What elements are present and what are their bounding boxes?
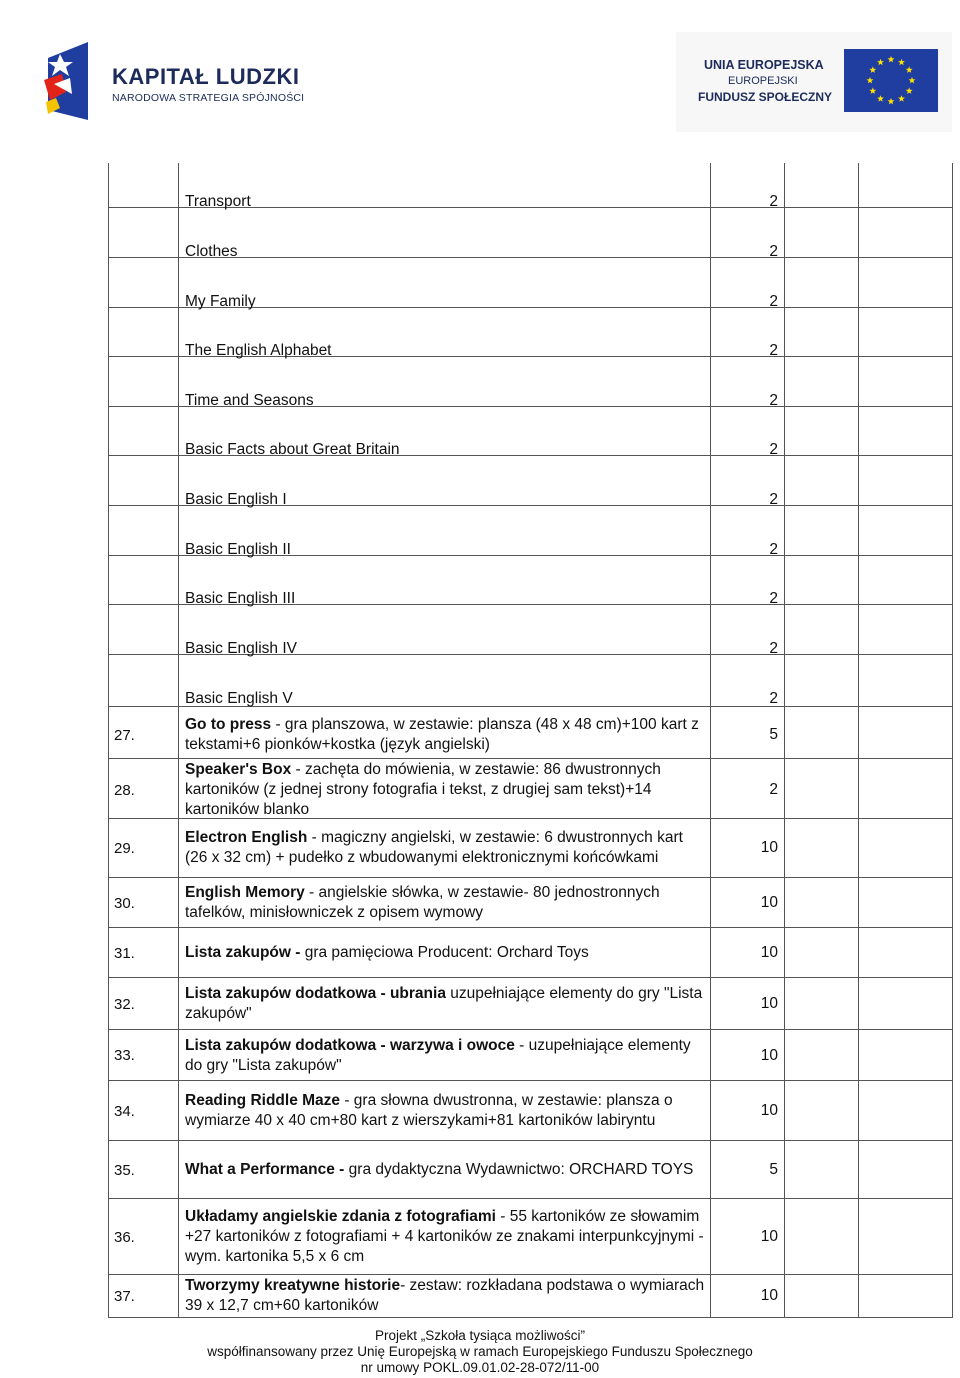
row-number [108, 684, 178, 714]
row-quantity: 2 [769, 590, 778, 607]
kapital-ludzki-subtitle: NARODOWA STRATEGIA SPÓJNOŚCI [112, 92, 305, 104]
row-description [185, 1200, 707, 1274]
table-row [108, 485, 952, 515]
row-product-name: Lista zakupów - [185, 944, 301, 961]
row-number [108, 435, 178, 465]
row-description-text: Basic Facts about Great Britain [185, 441, 400, 458]
row-product-name: Lista zakupów dodatkowa - warzywa i owoce [185, 1036, 515, 1054]
row-number [108, 237, 178, 267]
table-row [108, 1276, 952, 1316]
row-quantity: 2 [769, 243, 778, 260]
row-number [108, 634, 178, 664]
row-product-name: Electron English [185, 829, 308, 846]
row-product-name: Układamy angielskie zdania z fotografiami [185, 1208, 496, 1225]
row-description [185, 287, 707, 317]
table-row [108, 929, 952, 977]
row-product-name: Reading Riddle Maze [185, 1092, 341, 1109]
row-description-text: The English Alphabet [185, 342, 332, 359]
row-quantity: 2 [769, 293, 778, 310]
row-description-text: - gra słowna dwustronna, w zestawie: plansza o wymiarze 40 x 40 cm+80 kart z wierszykami+81 kartoników labiryntu [185, 1092, 673, 1129]
eu-star-icon [888, 56, 895, 63]
row-product-name: Tworzymy kreatywne historie [185, 1277, 401, 1294]
row-quantity: 2 [769, 491, 778, 508]
row-description-text: Clothes [185, 243, 238, 260]
row-description [185, 634, 707, 664]
table-column-divider [952, 163, 953, 1318]
table-row-divider [108, 877, 952, 878]
row-description-text: Basic English I [185, 491, 287, 508]
row-quantity: 2 [769, 781, 778, 798]
row-quantity: 10 [760, 995, 778, 1012]
row-description-text: Time and Seasons [185, 392, 314, 409]
table-row [108, 879, 952, 927]
row-description-text: Basic English III [185, 590, 296, 607]
row-description-text: - 55 kartoników ze słowamim +27 kartoników z fotografiami + 4 kartoników ze znakami interpunkcyjnymi - wym. kartonika 5,5 x 6 cm [185, 1208, 704, 1265]
eu-star-icon [867, 77, 874, 84]
table-row-divider [108, 758, 952, 759]
table-row [108, 187, 952, 217]
row-description [185, 237, 707, 267]
table-row-divider [108, 1198, 952, 1199]
eu-flag-icon [844, 49, 938, 112]
row-description-text: My Family [185, 293, 256, 310]
row-description-text: Basic English II [185, 541, 291, 558]
row-number [108, 336, 178, 366]
row-number [108, 485, 178, 515]
row-description [185, 684, 707, 714]
table-row [108, 287, 952, 317]
row-description-text: gra pamięciowa Producent: Orchard Toys [300, 944, 589, 961]
row-number [108, 287, 178, 317]
row-description-text: uzupełniające elementy do gry "Lista zakupów" [185, 985, 703, 1022]
eu-star-icon [869, 87, 876, 94]
eu-logo-line1: UNIA EUROPEJSKA [704, 58, 824, 72]
eu-logo [676, 32, 952, 132]
row-number: 29. [114, 839, 135, 857]
row-description [185, 879, 707, 927]
row-number [108, 386, 178, 416]
row-description-text: gra dydaktyczna Wydawnictwo: ORCHARD TOYS [344, 1161, 694, 1178]
eu-star-icon [898, 59, 905, 66]
row-description [185, 820, 707, 876]
row-description [185, 485, 707, 515]
row-quantity: 2 [769, 193, 778, 210]
row-number: 32. [114, 995, 135, 1013]
footer-cofinancing-line: współfinansowany przez Unię Europejską w ramach Europejskiego Funduszu Społecznego [207, 1344, 753, 1359]
table-row-divider [108, 1317, 952, 1318]
row-quantity: 5 [769, 726, 778, 743]
row-quantity: 10 [760, 894, 778, 911]
eu-star-icon [888, 98, 895, 105]
row-description [185, 187, 707, 217]
row-number: 34. [114, 1102, 135, 1120]
row-quantity: 5 [769, 1161, 778, 1178]
eu-star-icon [898, 95, 905, 102]
row-number: 35. [114, 1161, 135, 1179]
row-description-text: Basic English V [185, 690, 293, 707]
table-row-divider [108, 1029, 952, 1030]
kapital-ludzki-title: KAPITAŁ LUDZKI [112, 64, 300, 89]
row-description [185, 714, 707, 756]
row-number: 31. [114, 944, 135, 962]
row-description [185, 979, 707, 1029]
row-description-text: - angielskie słówka, w zestawie- 80 jednostronnych tafelków, minisłowniczek z opisem wymowy [185, 884, 660, 921]
footer-contract-line: nr umowy POKL.09.01.02-28-072/11-00 [360, 1360, 600, 1375]
row-description-text: - zachęta do mówienia, w zestawie: 86 dwustronnych kartoników (z jednej strony fotografia i tekst, z drugiej sam tekst)+14 kartoników blanko [185, 761, 661, 818]
row-quantity: 10 [760, 839, 778, 856]
row-description-text: Transport [185, 193, 251, 210]
row-product-name: Lista zakupów dodatkowa - ubrania [185, 985, 446, 1002]
table-row [108, 760, 952, 820]
table-row [108, 820, 952, 876]
eu-star-icon [909, 77, 916, 84]
table-row [108, 336, 952, 366]
table-row [108, 1082, 952, 1140]
table-row [108, 435, 952, 465]
row-number: 36. [114, 1228, 135, 1246]
table-row [108, 584, 952, 614]
row-quantity: 10 [760, 1228, 778, 1245]
row-product-name: English Memory [185, 884, 305, 901]
row-description [185, 584, 707, 614]
table-row [108, 1142, 952, 1198]
table-row [108, 714, 952, 756]
row-description [185, 1276, 707, 1316]
row-description [185, 535, 707, 565]
table-row [108, 1031, 952, 1080]
row-product-name: What a Performance - [185, 1161, 345, 1178]
row-quantity: 10 [760, 1287, 778, 1304]
eu-star-icon [869, 66, 876, 73]
eu-star-icon [877, 95, 884, 102]
row-number: 27. [114, 726, 135, 744]
row-description-text: - uzupełniające elementy do gry "Lista zakupów" [185, 1036, 691, 1074]
row-quantity: 10 [760, 1102, 778, 1119]
table-row [108, 237, 952, 267]
eu-logo-line3: FUNDUSZ SPOŁECZNY [698, 90, 833, 104]
row-product-name: Speaker's Box [185, 761, 292, 778]
kapital-ludzki-logo [40, 40, 310, 122]
row-number: 30. [114, 894, 135, 912]
table-row-divider [108, 1274, 952, 1275]
row-description [185, 1031, 707, 1080]
kapital-ludzki-emblem-icon [40, 40, 110, 122]
footer-project-line: Projekt „Szkoła tysiąca możliwości” [374, 1328, 586, 1343]
row-description [185, 386, 707, 416]
row-quantity: 10 [760, 944, 778, 961]
row-description-text: - gra planszowa, w zestawie: plansza (48 x 48 cm)+100 kart z tekstami+6 pionków+kostka (język angielski) [185, 716, 699, 753]
row-description-text: Basic English IV [185, 640, 297, 657]
table-row [108, 1200, 952, 1274]
row-quantity: 10 [760, 1046, 778, 1064]
row-number: 28. [114, 781, 135, 799]
eu-logo-line2: EUROPEJSKI [728, 75, 798, 87]
table-row [108, 684, 952, 714]
page-footer [0, 1328, 960, 1376]
row-description [185, 929, 707, 977]
table-row-divider [108, 1140, 952, 1141]
row-quantity: 2 [769, 541, 778, 558]
row-number [108, 187, 178, 217]
table-row-divider [108, 1080, 952, 1081]
row-quantity: 2 [769, 640, 778, 657]
row-quantity: 2 [769, 441, 778, 458]
row-description [185, 435, 707, 465]
table-row [108, 634, 952, 664]
row-number: 33. [114, 1047, 135, 1064]
row-description-text: - zestaw: rozkładana podstawa o wymiarach 39 x 12,7 cm+60 kartoników [185, 1277, 705, 1314]
table-row [108, 535, 952, 565]
row-number [108, 535, 178, 565]
table-row-divider [108, 977, 952, 978]
row-description [185, 760, 707, 820]
eu-star-icon [906, 87, 913, 94]
eu-star-icon [877, 59, 884, 66]
row-number [108, 584, 178, 614]
row-description [185, 336, 707, 366]
row-quantity: 2 [769, 392, 778, 409]
table-row [108, 386, 952, 416]
table-row-divider [108, 927, 952, 928]
row-description [185, 1082, 707, 1140]
row-product-name: Go to press [185, 716, 272, 733]
row-description [185, 1142, 707, 1198]
eu-star-icon [906, 66, 913, 73]
row-quantity: 2 [769, 342, 778, 359]
row-number: 37. [114, 1287, 135, 1305]
row-quantity: 2 [769, 690, 778, 707]
table-row [108, 979, 952, 1029]
row-description-text: - magiczny angielski, w zestawie: 6 dwustronnych kart (26 x 32 cm) + pudełko z wbudowanymi elektronicznymi końcówkami [185, 829, 683, 866]
